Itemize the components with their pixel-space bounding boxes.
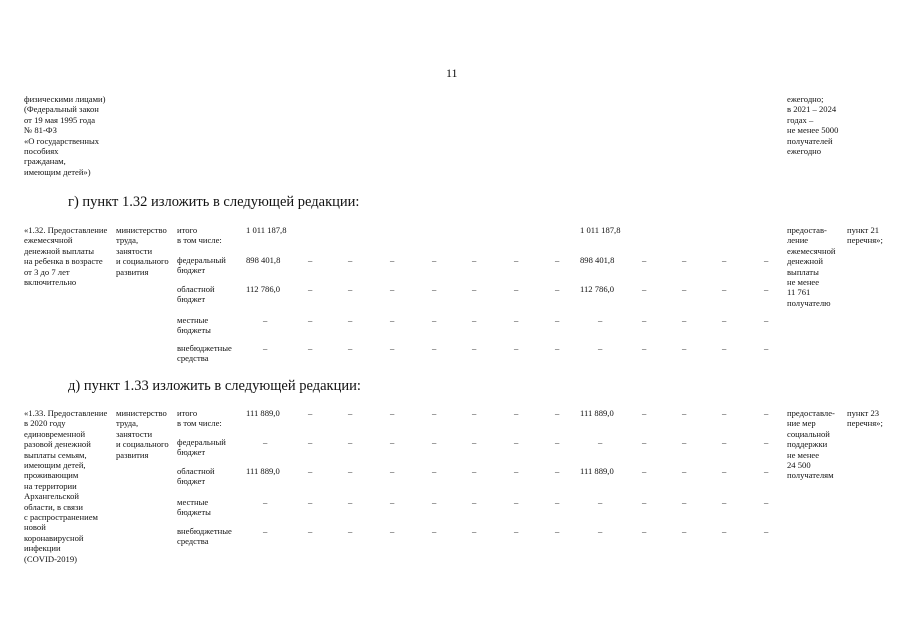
empty-cell-dash: – — [472, 497, 477, 507]
empty-cell-dash: – — [348, 437, 353, 447]
row-year-value: 898 401,8 — [580, 255, 615, 265]
page-number: 11 — [446, 66, 458, 80]
empty-cell-dash: – — [514, 284, 519, 294]
row-year-value: 111 889,0 — [580, 408, 614, 418]
empty-cell-dash: – — [308, 497, 313, 507]
empty-cell-dash: – — [642, 408, 647, 418]
empty-cell-dash: – — [555, 408, 560, 418]
empty-cell-dash: – — [472, 437, 477, 447]
empty-cell-dash: – — [348, 315, 353, 325]
empty-cell-dash: – — [308, 466, 313, 476]
row-label: местные бюджеты — [177, 497, 211, 518]
executor: министерство труда, занятости и социального развития — [116, 408, 169, 460]
link-text: пункт 23 перечня»; — [847, 408, 883, 429]
empty-cell-dash: – — [472, 343, 477, 353]
row-total: – — [263, 497, 268, 507]
empty-cell-dash: – — [308, 284, 313, 294]
empty-cell-dash: – — [682, 343, 687, 353]
empty-cell-dash: – — [308, 255, 313, 265]
section-g-heading: г) пункт 1.32 изложить в следующей редакции: — [68, 194, 360, 210]
empty-cell-dash: – — [308, 437, 313, 447]
row-year-value: – — [598, 343, 603, 353]
empty-cell-dash: – — [390, 255, 395, 265]
empty-cell-dash: – — [432, 284, 437, 294]
empty-cell-dash: – — [514, 437, 519, 447]
empty-cell-dash: – — [348, 466, 353, 476]
empty-cell-dash: – — [722, 466, 727, 476]
empty-cell-dash: – — [348, 497, 353, 507]
empty-cell-dash: – — [308, 343, 313, 353]
row-year-value: 1 011 187,8 — [580, 225, 621, 235]
empty-cell-dash: – — [682, 315, 687, 325]
empty-cell-dash: – — [764, 497, 769, 507]
empty-cell-dash: – — [555, 466, 560, 476]
empty-cell-dash: – — [764, 284, 769, 294]
row-label: федеральный бюджет — [177, 437, 226, 458]
row-label: областной бюджет — [177, 284, 215, 305]
empty-cell-dash: – — [390, 526, 395, 536]
empty-cell-dash: – — [555, 255, 560, 265]
row-total: 1 011 187,8 — [246, 225, 287, 235]
empty-cell-dash: – — [308, 526, 313, 536]
empty-cell-dash: – — [390, 408, 395, 418]
empty-cell-dash: – — [308, 315, 313, 325]
row-label: областной бюджет — [177, 466, 215, 487]
empty-cell-dash: – — [472, 284, 477, 294]
empty-cell-dash: – — [472, 526, 477, 536]
empty-cell-dash: – — [555, 284, 560, 294]
empty-cell-dash: – — [514, 255, 519, 265]
empty-cell-dash: – — [555, 526, 560, 536]
empty-cell-dash: – — [348, 255, 353, 265]
empty-cell-dash: – — [642, 466, 647, 476]
result-text: предостав- ление ежемесячной денежной выплаты не менее 11 761 получателю — [787, 225, 836, 308]
empty-cell-dash: – — [722, 497, 727, 507]
empty-cell-dash: – — [432, 343, 437, 353]
row-total: 111 889,0 — [246, 408, 280, 418]
empty-cell-dash: – — [764, 437, 769, 447]
empty-cell-dash: – — [514, 526, 519, 536]
empty-cell-dash: – — [555, 343, 560, 353]
empty-cell-dash: – — [432, 526, 437, 536]
row-year-value: – — [598, 526, 603, 536]
empty-cell-dash: – — [390, 437, 395, 447]
empty-cell-dash: – — [722, 255, 727, 265]
empty-cell-dash: – — [390, 343, 395, 353]
result-text: предоставле- ние мер социальной поддержки не менее 24 500 получателям — [787, 408, 835, 481]
empty-cell-dash: – — [722, 284, 727, 294]
empty-cell-dash: – — [682, 408, 687, 418]
row-total: 112 786,0 — [246, 284, 281, 294]
empty-cell-dash: – — [642, 284, 647, 294]
row-total: 111 889,0 — [246, 466, 280, 476]
empty-cell-dash: – — [555, 437, 560, 447]
row-year-value: – — [598, 437, 603, 447]
top-right-text: ежегодно; в 2021 – 2024 годах – не менее 5000 получателей ежегодно — [787, 94, 839, 157]
empty-cell-dash: – — [722, 315, 727, 325]
empty-cell-dash: – — [764, 315, 769, 325]
empty-cell-dash: – — [348, 408, 353, 418]
executor: министерство труда, занятости и социального развития — [116, 225, 169, 277]
empty-cell-dash: – — [390, 466, 395, 476]
empty-cell-dash: – — [348, 343, 353, 353]
empty-cell-dash: – — [472, 466, 477, 476]
row-label: федеральный бюджет — [177, 255, 226, 276]
row-total: 898 401,8 — [246, 255, 281, 265]
empty-cell-dash: – — [642, 255, 647, 265]
empty-cell-dash: – — [642, 315, 647, 325]
link-text: пункт 21 перечня»; — [847, 225, 883, 246]
empty-cell-dash: – — [682, 437, 687, 447]
empty-cell-dash: – — [514, 315, 519, 325]
row-total: – — [263, 315, 268, 325]
empty-cell-dash: – — [764, 343, 769, 353]
empty-cell-dash: – — [764, 526, 769, 536]
empty-cell-dash: – — [390, 284, 395, 294]
empty-cell-dash: – — [682, 497, 687, 507]
row-total: – — [263, 343, 268, 353]
empty-cell-dash: – — [682, 255, 687, 265]
empty-cell-dash: – — [432, 315, 437, 325]
row-year-value: 111 889,0 — [580, 466, 614, 476]
row-total: – — [263, 526, 268, 536]
empty-cell-dash: – — [514, 497, 519, 507]
empty-cell-dash: – — [722, 343, 727, 353]
empty-cell-dash: – — [555, 497, 560, 507]
empty-cell-dash: – — [472, 255, 477, 265]
empty-cell-dash: – — [348, 284, 353, 294]
empty-cell-dash: – — [472, 408, 477, 418]
empty-cell-dash: – — [432, 497, 437, 507]
empty-cell-dash: – — [390, 497, 395, 507]
empty-cell-dash: – — [722, 526, 727, 536]
empty-cell-dash: – — [432, 466, 437, 476]
empty-cell-dash: – — [642, 526, 647, 536]
row-label: итого в том числе: — [177, 225, 222, 246]
row-year-value: – — [598, 315, 603, 325]
item-name: «1.33. Предоставление в 2020 году единовременной разовой денежной выплаты семьям, имеющим детей, проживающим на территории Архангельской области, в связи с распространением новой коронавирусной инфекции (COVID-2019) — [24, 408, 108, 564]
empty-cell-dash: – — [764, 466, 769, 476]
section-d-heading: д) пункт 1.33 изложить в следующей редакции: — [68, 378, 361, 394]
row-year-value: 112 786,0 — [580, 284, 615, 294]
empty-cell-dash: – — [682, 526, 687, 536]
empty-cell-dash: – — [764, 255, 769, 265]
row-total: – — [263, 437, 268, 447]
row-year-value: – — [598, 497, 603, 507]
empty-cell-dash: – — [642, 343, 647, 353]
empty-cell-dash: – — [514, 343, 519, 353]
empty-cell-dash: – — [390, 315, 395, 325]
top-left-text: физическими лицами) (Федеральный закон от 19 мая 1995 года № 81-ФЗ «О государственных пособиях гражданам, имеющим детей») — [24, 94, 106, 177]
row-label: итого в том числе: — [177, 408, 222, 429]
row-label: внебюджетные средства — [177, 343, 232, 364]
empty-cell-dash: – — [348, 526, 353, 536]
empty-cell-dash: – — [722, 408, 727, 418]
empty-cell-dash: – — [308, 408, 313, 418]
empty-cell-dash: – — [432, 437, 437, 447]
empty-cell-dash: – — [432, 255, 437, 265]
empty-cell-dash: – — [642, 497, 647, 507]
row-label: внебюджетные средства — [177, 526, 232, 547]
empty-cell-dash: – — [682, 284, 687, 294]
empty-cell-dash: – — [682, 466, 687, 476]
empty-cell-dash: – — [472, 315, 477, 325]
empty-cell-dash: – — [514, 466, 519, 476]
empty-cell-dash: – — [555, 315, 560, 325]
item-name: «1.32. Предоставление ежемесячной денежной выплаты на ребенка в возрасте от 3 до 7 лет включительно — [24, 225, 108, 288]
empty-cell-dash: – — [432, 408, 437, 418]
empty-cell-dash: – — [514, 408, 519, 418]
empty-cell-dash: – — [642, 437, 647, 447]
empty-cell-dash: – — [764, 408, 769, 418]
row-label: местные бюджеты — [177, 315, 211, 336]
empty-cell-dash: – — [722, 437, 727, 447]
